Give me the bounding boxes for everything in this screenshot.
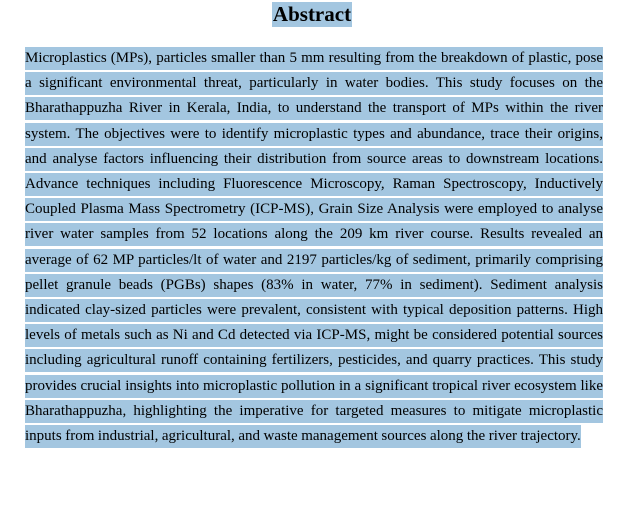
abstract-text[interactable]: Microplastics (MPs), particles smaller than 5 mm resulting from the breakdown of plastic, pose a significant environmental threat, particularly in water bodies. This study focuses on the Bharathappuzha River in Kerala, India, to understand the transport of MPs within the river system. The objectives were to identify microplastic types and abundance, trace their origins, and analyse factors influencing their distribution from source areas to downstream locations. Advance techniques including Fluorescence Microscopy, Raman Spectroscopy, Inductively Coupled Plasma Mass Spectrometry (ICP-MS), Grain Size Analysis were employed to analyse river water samples from 52 locations along the 209 km river course. Results revealed an average of 62 MP particles/lt of water and 2197 particles/kg of sediment, primarily comprising pellet granule beads (PGBs) shapes (83% in water, 77% in sediment). Sediment analysis indicated clay-sized particles were prevalent, consistent with typical deposition patterns. High levels of metals such as Ni and Cd detected via ICP-MS, might be considered potential sources including agricultural runoff containing fertilizers, pesticides, and quarry practices. This study provides crucial insights into microplastic pollution in a significant tropical river ecosystem like Bharathappuzha, highlighting the imperative for targeted measures to mitigate microplastic inputs from industrial, agricultural, and waste management sources along the river trajectory.: [25, 47, 603, 448]
abstract-paragraph: [25, 46, 603, 449]
abstract-heading-container: [0, 2, 624, 27]
abstract-heading[interactable]: Abstract: [272, 2, 352, 26]
